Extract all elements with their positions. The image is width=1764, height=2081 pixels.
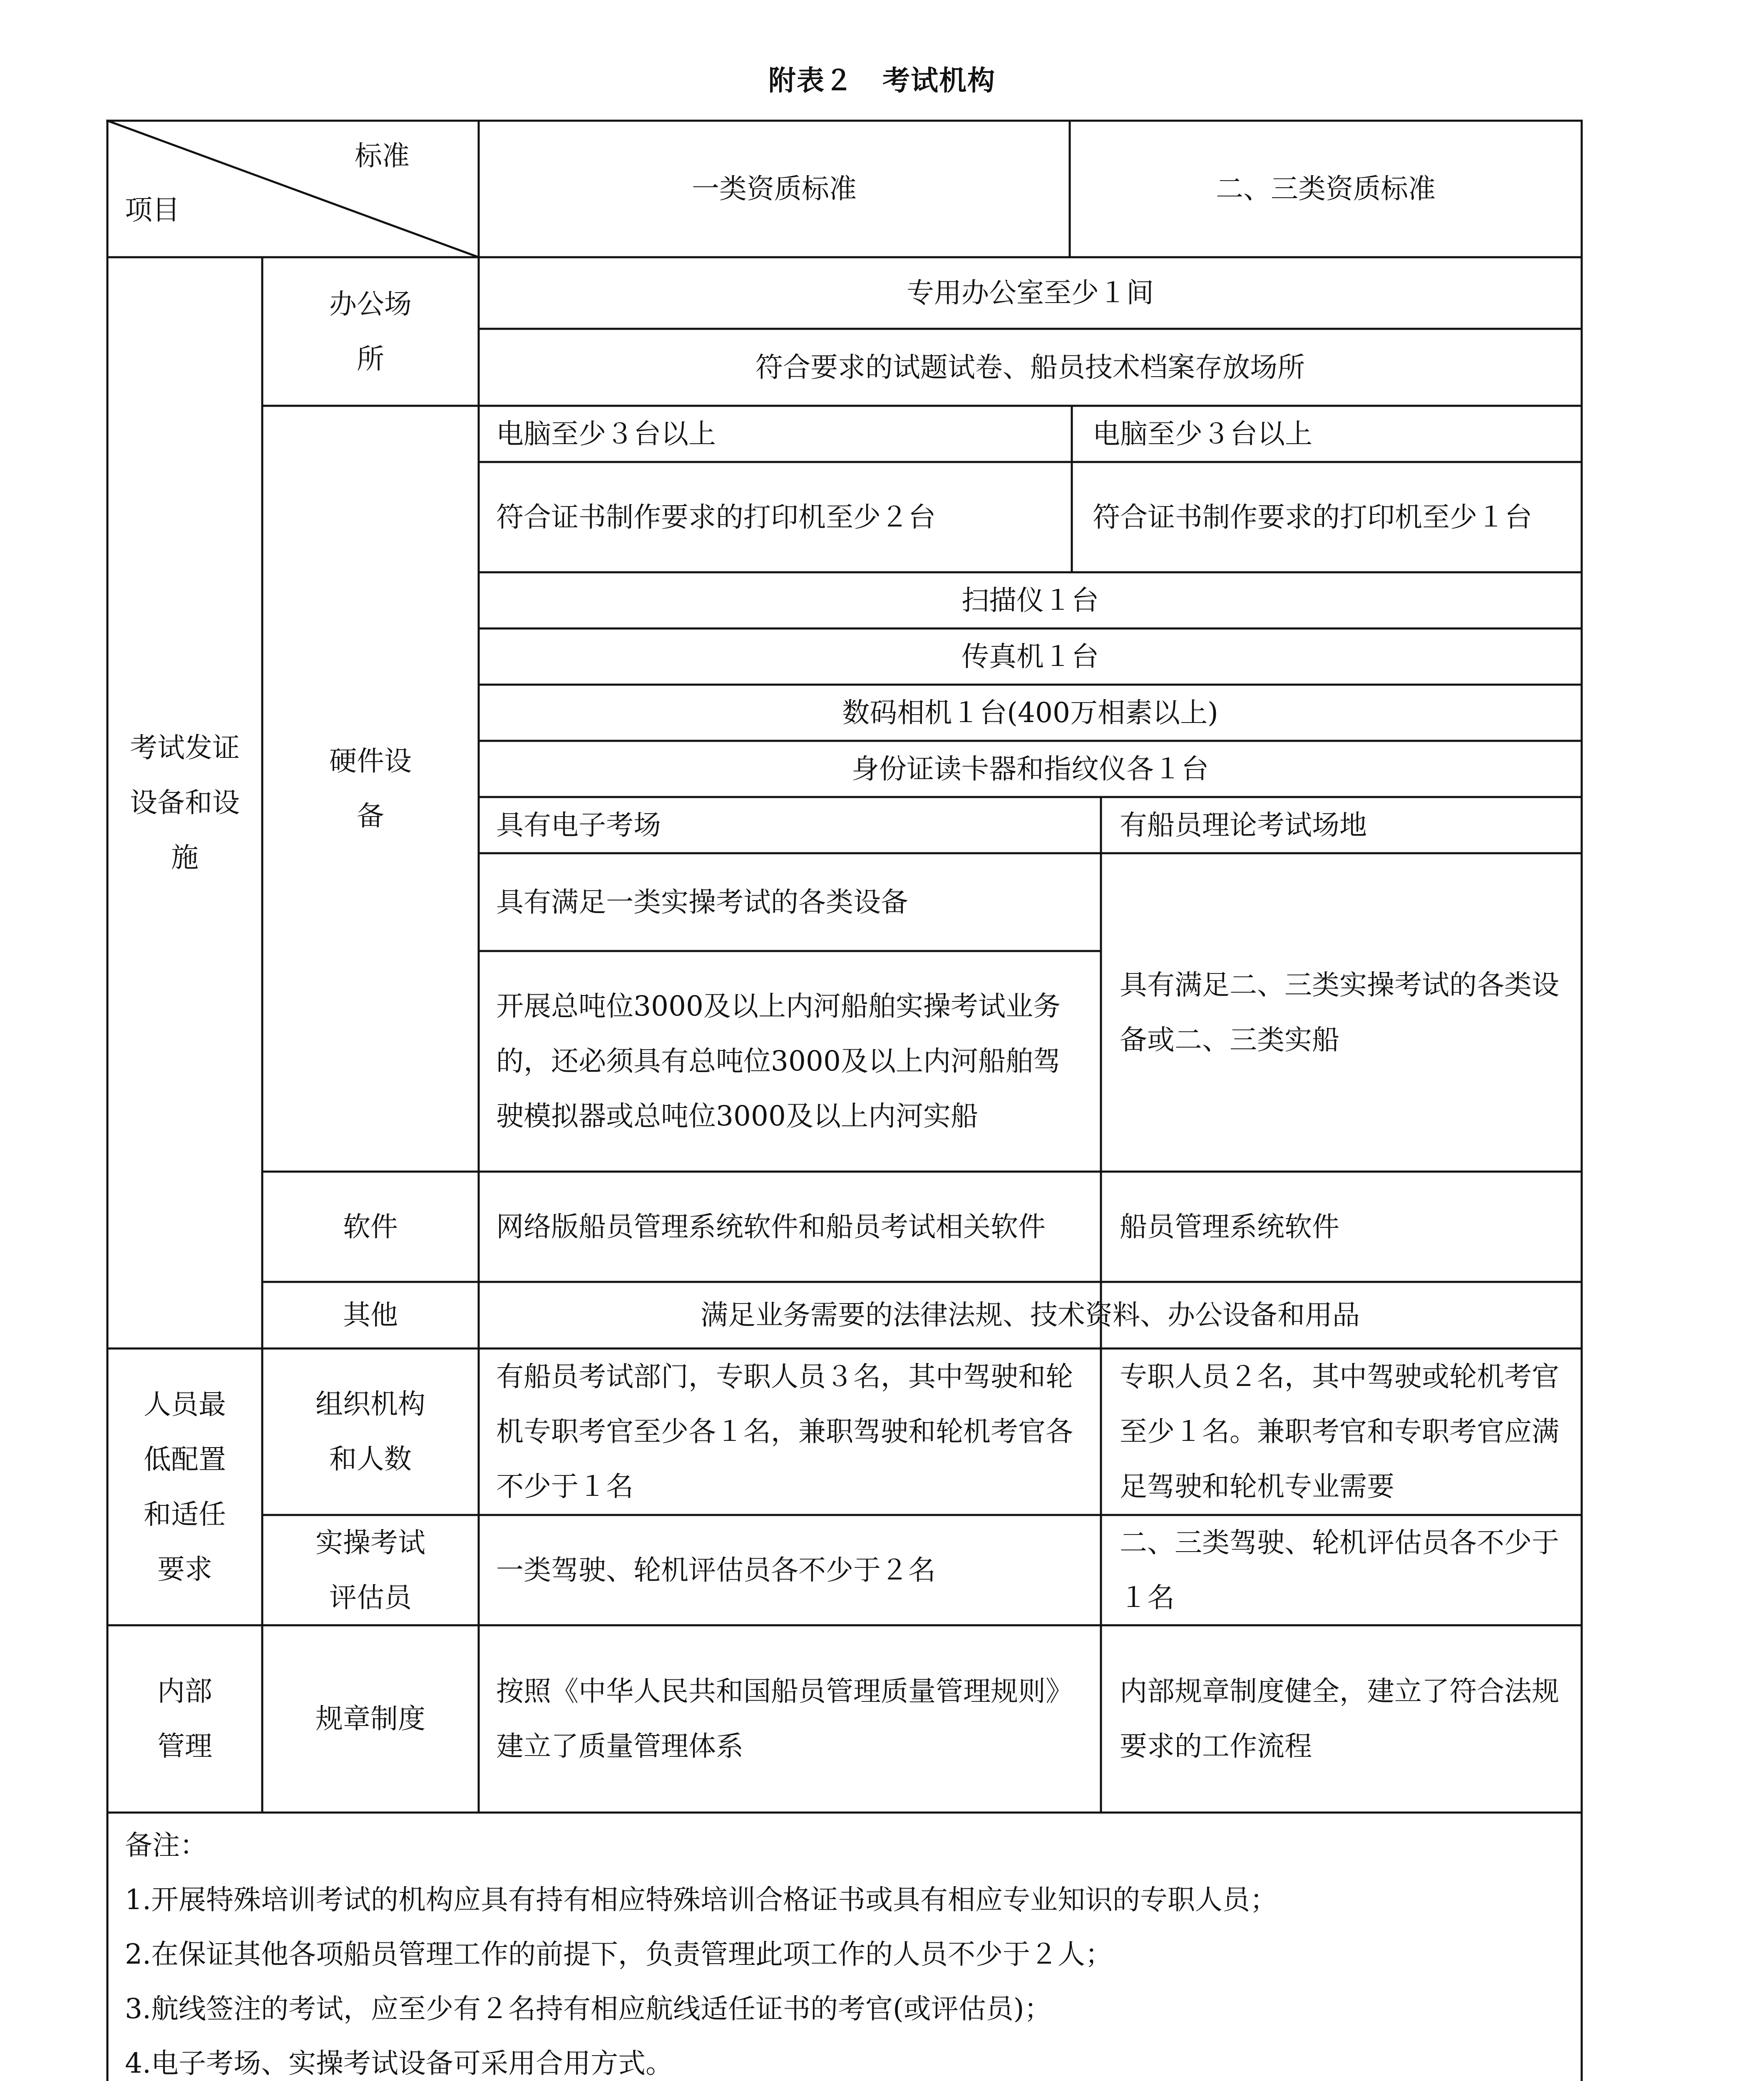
assessor-class23: 二、三类驾驶、轮机评估员各不少于１名 [1120,1526,1559,1614]
header-class1: 一类资质标准 [692,173,857,205]
hardware-scanner: 扫描仪１台 [962,584,1099,616]
title-prefix: 附表２ [768,65,853,97]
office-row-2: 符合要求的试题试卷、船员技术档案存放场所 [755,351,1305,383]
section-management-label: 内部管理 [157,1675,212,1762]
note-item: 3.航线签注的考试，应至少有２名持有相应航线适任证书的考官(或评估员)； [125,1993,1052,2025]
rules-class23: 内部规章制度健全，建立了符合法规要求的工作流程 [1120,1675,1559,1762]
software-class1: 网络版船员管理系统软件和船员考试相关软件 [496,1210,1046,1243]
hardware-printer-class1: 符合证书制作要求的打印机至少２台 [496,501,936,533]
hardware-printer-class23: 符合证书制作要求的打印机至少１台 [1093,501,1532,533]
hardware-exam-room-class23: 有船员理论考试场地 [1120,809,1367,841]
hardware-label: 硬件设备 [329,745,412,832]
software-class23: 船员管理系统软件 [1120,1210,1339,1243]
hardware-practical-class1: 具有满足一类实操考试的各类设备 [496,886,908,918]
hardware-camera: 数码相机１台(400万相素以上) [842,696,1218,729]
assessor-label: 实操考试评估员 [316,1526,425,1614]
hardware-practical-class23: 具有满足二、三类实操考试的各类设备或二、三类实船 [1120,968,1559,1056]
note-item: 1.开展特殊培训考试的机构应具有持有相应特殊培训合格证书或具有相应专业知识的专职人员； [125,1884,1277,1916]
rules-label: 规章制度 [316,1703,425,1735]
header-standard-label: 标准 [355,140,410,172]
office-label: 办公场所 [329,288,412,375]
notes-block [125,1818,1565,2081]
hardware-computer-class1: 电脑至少３台以上 [496,417,716,450]
rules-class1: 按照《中华人民共和国船员管理质量管理规则》建立了质量管理体系 [496,1675,1073,1762]
notes-heading: 备注： [125,1829,207,1861]
section-personnel-label: 人员最低配置和适任要求 [144,1388,226,1585]
title-name: 考试机构 [882,65,996,97]
other-label: 其他 [343,1299,398,1331]
software-label: 软件 [343,1210,398,1243]
other-value: 满足业务需要的法律法规、技术资料、办公设备和用品 [701,1299,1360,1331]
hardware-computer-class23: 电脑至少３台以上 [1093,417,1312,450]
hardware-fax: 传真机１台 [962,640,1099,673]
section-equipment-label: 考试发证设备和设施 [130,732,240,874]
org-label: 组织机构和人数 [316,1388,425,1475]
header-item-label: 项目 [125,194,180,226]
assessor-class1: 一类驾驶、轮机评估员各不少于２名 [496,1554,936,1586]
note-item: 4.电子考场、实操考试设备可采用合用方式。 [125,2047,673,2079]
header-class23: 二、三类资质标准 [1216,173,1436,205]
org-class1: 有船员考试部门，专职人员３名，其中驾驶和轮机专职考官至少各１名，兼职驾驶和轮机考官各不少于１名 [496,1361,1073,1502]
hardware-tonnage-class1: 开展总吨位3000及以上内河船舶实操考试业务的，还必须具有总吨位3000及以上内河船舶驾驶模拟器或总吨位3000及以上内河实船 [496,990,1061,1132]
note-item: 2.在保证其他各项船员管理工作的前提下，负责管理此项工作的人员不少于２人； [125,1938,1113,1970]
hardware-idreader: 身份证读卡器和指纹仪各１台 [852,752,1209,785]
org-class23: 专职人员２名，其中驾驶或轮机考官至少１名。兼职考官和专职考官应满足驾驶和轮机专业需要 [1120,1361,1559,1502]
hardware-exam-room-class1: 具有电子考场 [496,809,661,841]
office-row-1: 专用办公室至少１间 [907,277,1154,309]
